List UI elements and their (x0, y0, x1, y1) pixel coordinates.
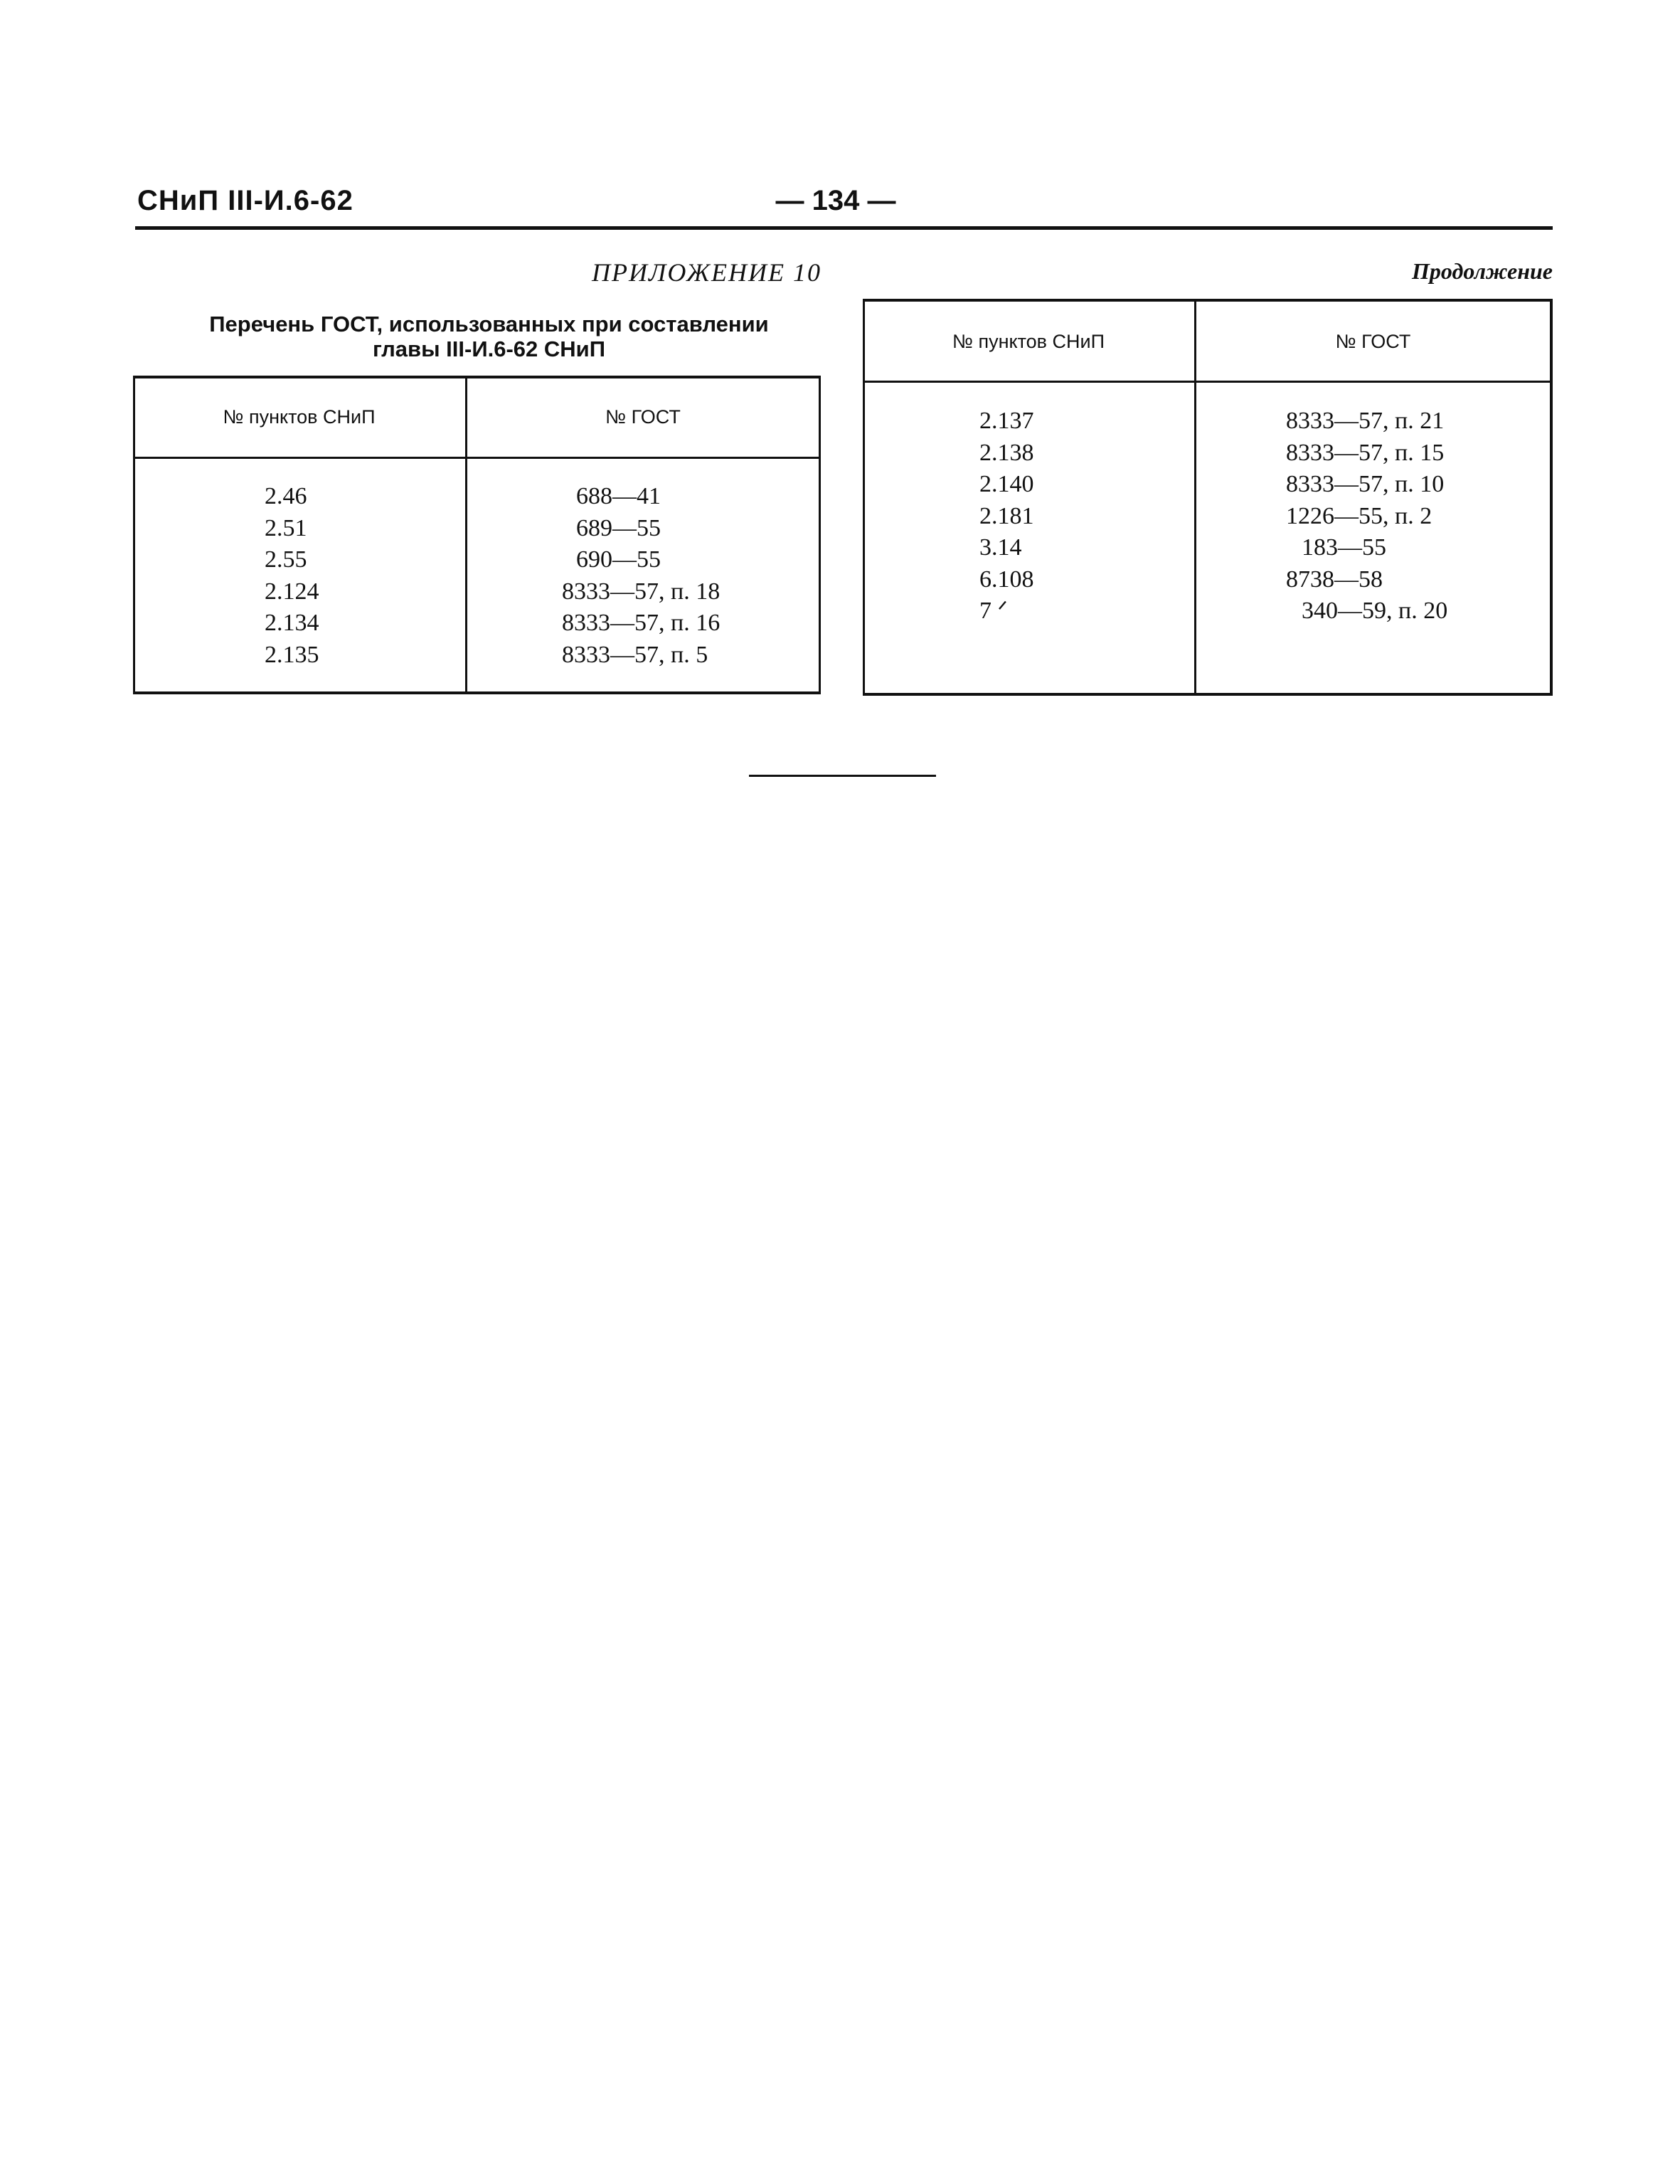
table-cell: 689—55 (576, 514, 661, 541)
column-header-snip-clauses: № пунктов СНиП (223, 406, 376, 428)
continuation-label: Продолжение (1412, 258, 1553, 284)
table-cell: 2.51 (265, 514, 307, 541)
table-cell: 2.134 (265, 610, 319, 636)
table-caption-line-2: главы III-И.6-62 СНиП (372, 336, 606, 361)
table-bottom-rule (133, 691, 821, 694)
table-cell: 2.137 (979, 408, 1034, 434)
appendix-title: ПРИЛОЖЕНИЕ 10 (592, 258, 822, 287)
gost-table-left (133, 376, 821, 694)
table-cell: 3.14 (979, 534, 1022, 561)
table-cell: 7 ᐟ (979, 598, 1008, 624)
column-header-gost: № ГОСТ (1335, 331, 1411, 352)
table-header-rule (863, 381, 1553, 383)
table-cell: 2.140 (979, 471, 1034, 497)
table-cell: 2.181 (979, 502, 1034, 529)
table-cell: 1226—55, п. 2 (1286, 502, 1432, 529)
table-top-rule (863, 299, 1553, 302)
column-header-gost: № ГОСТ (605, 406, 681, 428)
table-cell: 8333—57, п. 5 (562, 641, 708, 668)
table-cell: 8738—58 (1286, 566, 1383, 593)
column-snip-clauses (265, 481, 319, 671)
gost-table-right (863, 299, 1553, 696)
table-cell: 2.124 (265, 578, 319, 605)
table-caption-line-1: Перечень ГОСТ, использованных при составлении (209, 312, 769, 336)
table-cell: 8333—57, п. 16 (562, 610, 721, 636)
table-right-border (1550, 299, 1553, 696)
table-bottom-rule (863, 693, 1553, 696)
header-rule (135, 226, 1553, 230)
table-top-rule (133, 376, 821, 378)
table-header-rule (133, 457, 821, 459)
column-snip-clauses (979, 405, 1034, 627)
table-cell: 6.108 (979, 566, 1034, 593)
closing-rule (749, 775, 936, 777)
table-left-border (863, 299, 865, 696)
table-cell: 2.46 (265, 483, 307, 509)
table-cell: 2.138 (979, 439, 1034, 466)
table-cell: 8333—57, п. 18 (562, 578, 721, 605)
document-code: СНиП III-И.6-62 (137, 185, 353, 216)
table-cell: 8333—57, п. 15 (1286, 439, 1445, 466)
page-number: — 134 — (775, 185, 896, 216)
column-gost (562, 481, 720, 671)
table-cell: 688—41 (576, 483, 661, 509)
table-right-border (819, 376, 821, 694)
column-gost (1286, 405, 1447, 627)
table-cell: 8333—57, п. 21 (1286, 408, 1445, 434)
table-cell: 8333—57, п. 10 (1286, 471, 1445, 497)
table-column-divider (1194, 299, 1196, 696)
table-caption (142, 312, 836, 361)
table-cell: 690—55 (576, 546, 661, 573)
column-header-snip-clauses: № пунктов СНиП (952, 331, 1105, 352)
table-cell: 2.55 (265, 546, 307, 573)
table-cell: 183—55 (1302, 534, 1386, 561)
table-cell: 2.135 (265, 641, 319, 668)
table-cell: 340—59, п. 20 (1302, 598, 1448, 624)
